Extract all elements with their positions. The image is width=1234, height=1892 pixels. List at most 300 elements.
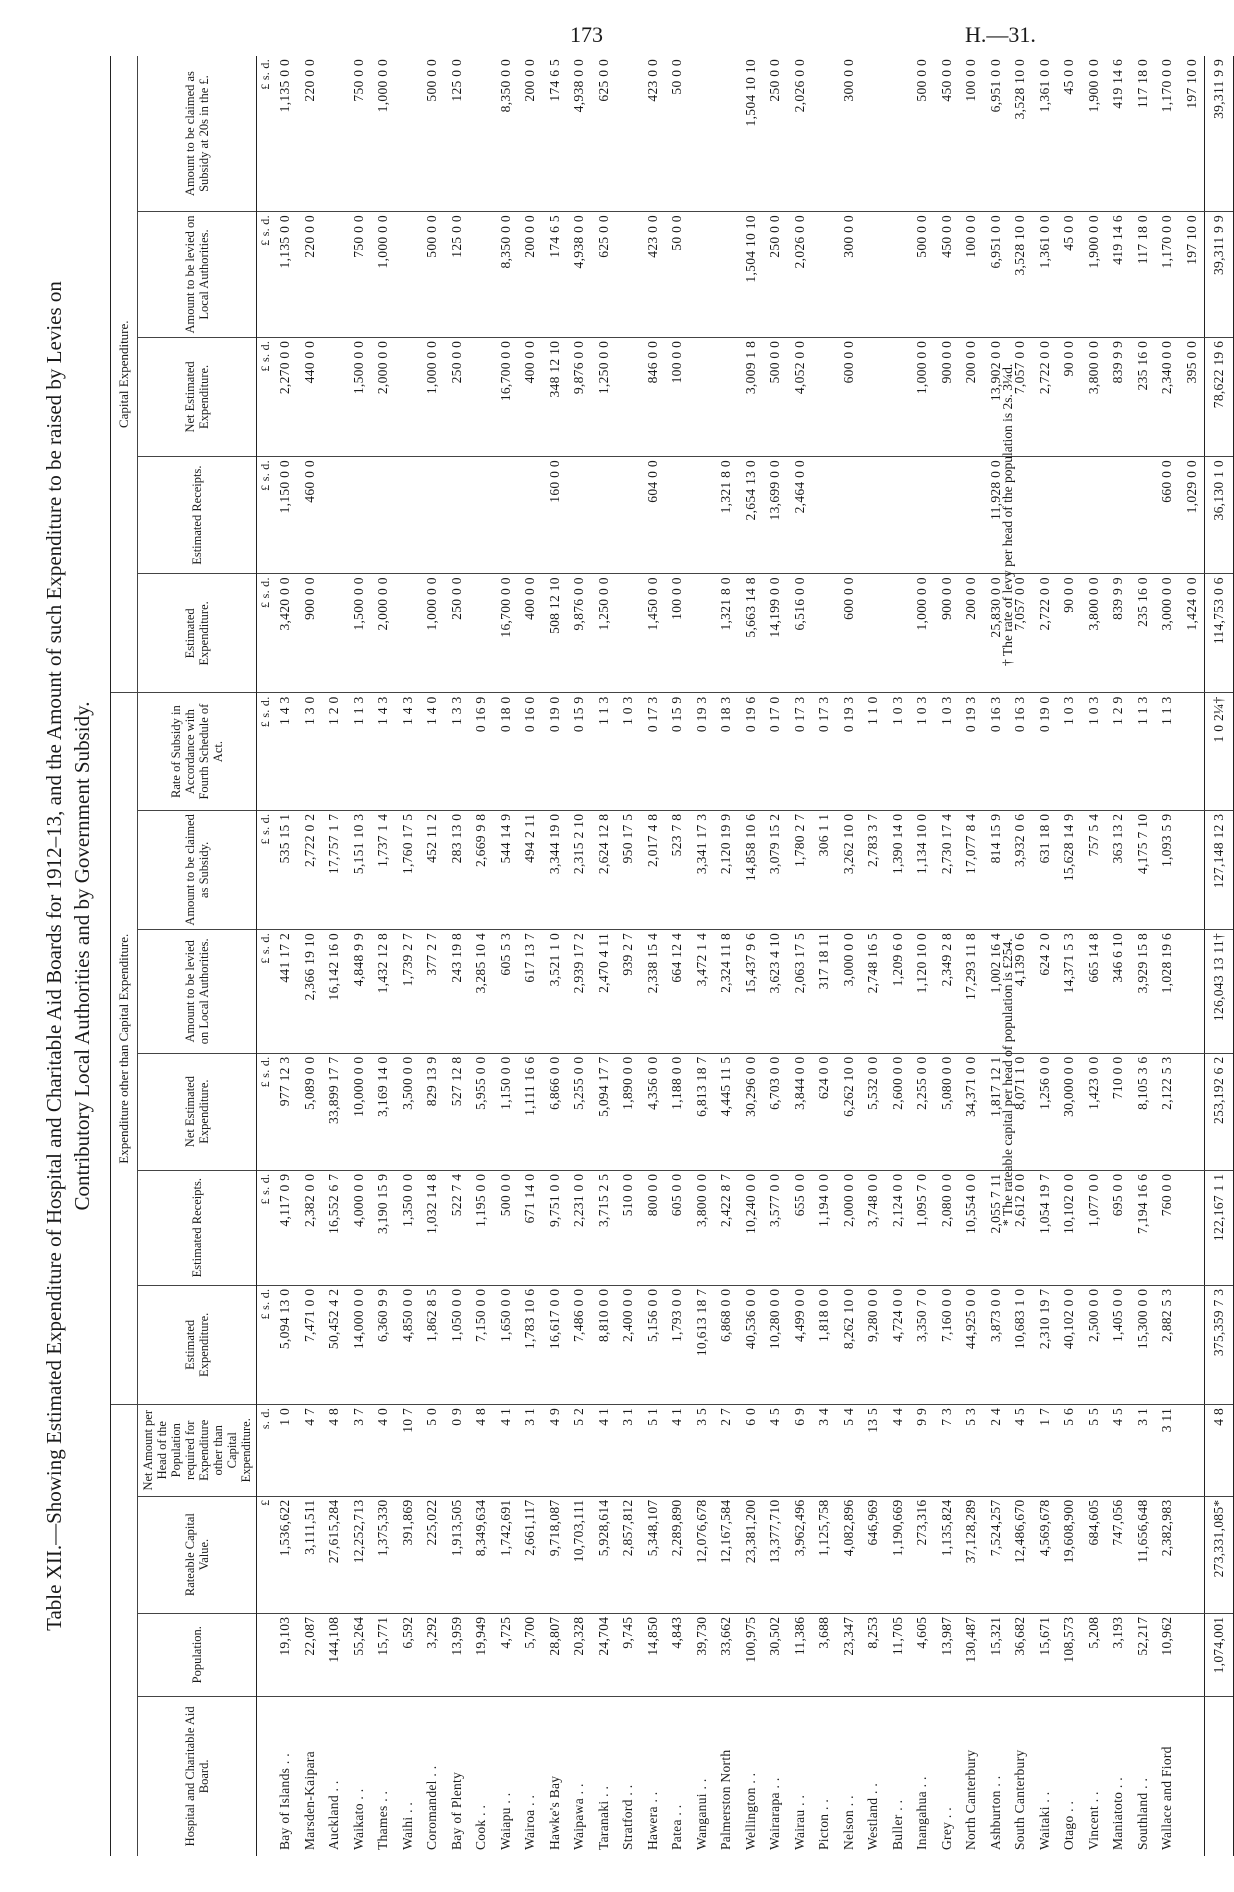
table-cell: 10,683 1 0 — [1008, 1285, 1033, 1404]
table-cell: 24,704 — [592, 1613, 617, 1696]
board-name-cell: Wairarapa . . — [767, 1777, 782, 1850]
table-cell — [886, 457, 911, 574]
table-cell — [1180, 693, 1205, 810]
table-cell: 14,371 5 3 — [1057, 930, 1082, 1054]
table-cell: 977 12 3 — [273, 1053, 298, 1170]
table-cell: 3,500 0 0 — [396, 1053, 421, 1170]
table-cell: 174 6 5 — [543, 212, 568, 338]
table-row — [690, 56, 715, 1856]
table-cell: 6,516 0 0 — [788, 574, 813, 693]
board-name-cell: Wanganui . . — [693, 1778, 709, 1850]
table-cell — [812, 457, 837, 574]
table-cell: 250 0 0 — [763, 56, 788, 212]
unit-label: £ s. d. — [257, 574, 274, 693]
table-cell: 3,577 0 0 — [763, 1170, 788, 1285]
unit-label: £ s. d. — [257, 1053, 274, 1170]
table-row — [886, 56, 911, 1856]
table-cell: 3,844 0 0 — [788, 1053, 813, 1170]
table-cell: 1,170 0 0 — [1155, 212, 1180, 338]
table-cell: 3 1 — [1131, 1404, 1156, 1496]
table-cell — [616, 574, 641, 693]
table-cell: 2,939 17 2 — [567, 930, 592, 1054]
table-cell: 2,000 0 0 — [371, 337, 396, 456]
table-cell: 10,000 0 0 — [347, 1053, 372, 1170]
table-cell: 3,929 15 8 — [1131, 930, 1156, 1054]
total-cell: 114,753 0 6 — [1205, 574, 1234, 693]
table-cell — [322, 56, 347, 212]
board-name-cell: Westland . . — [865, 1783, 880, 1850]
table-cell: 0 16 3 — [984, 693, 1009, 810]
table-cell: 7,471 0 0 — [298, 1285, 323, 1404]
table-cell: 1,818 0 0 — [812, 1285, 837, 1404]
table-cell: 10,962 — [1155, 1613, 1180, 1696]
table-cell: 117 18 0 — [1131, 56, 1156, 212]
table-cell: 1,350 0 0 — [396, 1170, 421, 1285]
table-row — [273, 56, 298, 1856]
total-cell: 39,311 9 9 — [1205, 212, 1234, 338]
table-cell: 2,382,983 — [1155, 1496, 1180, 1613]
table-cell: 500 0 0 — [420, 212, 445, 338]
table-cell: 17,077 8 4 — [959, 810, 984, 929]
table-cell: 5,255 0 0 — [567, 1053, 592, 1170]
table-body — [257, 56, 1234, 1856]
table-cell: 527 12 8 — [445, 1053, 470, 1170]
table-row — [763, 56, 788, 1856]
table-cell: 5 6 — [1057, 1404, 1082, 1496]
table-cell: 225,022 — [420, 1496, 445, 1613]
table-cell: 4,605 — [910, 1613, 935, 1696]
table-cell: 2,231 0 0 — [567, 1170, 592, 1285]
table-cell: 3,350 7 0 — [910, 1285, 935, 1404]
table-cell: 1,250 0 0 — [592, 337, 617, 456]
table-cell: 665 14 8 — [1082, 930, 1107, 1054]
table-row — [420, 56, 445, 1856]
table-cell — [616, 212, 641, 338]
table-cell — [1131, 457, 1156, 574]
table-cell: 13,377,710 — [763, 1496, 788, 1613]
table-cell — [592, 457, 617, 574]
column-header: Estimated Receipts. — [138, 457, 257, 574]
table-cell: 7,524,257 — [984, 1496, 1009, 1613]
table-cell: 13,959 — [445, 1613, 470, 1696]
table-cell: 3,873 0 0 — [984, 1285, 1009, 1404]
table-cell: 108,573 — [1057, 1613, 1082, 1696]
table-cell: 5 5 — [1082, 1404, 1107, 1496]
table-cell: 1,135,824 — [935, 1496, 960, 1613]
table-cell — [714, 212, 739, 338]
table-cell — [396, 56, 421, 212]
table-cell: 2,783 3 7 — [861, 810, 886, 929]
table-cell: 36,682 — [1008, 1613, 1033, 1696]
table-cell: 4 9 — [543, 1404, 568, 1496]
board-name-cell: Coromandel . . — [424, 1765, 439, 1850]
table-cell — [1180, 1170, 1205, 1285]
board-name-cell: Patea . . — [669, 1804, 684, 1850]
table-cell: 4,000 0 0 — [347, 1170, 372, 1285]
board-name-cell: Stratford . . — [620, 1784, 635, 1850]
table-cell: 17,293 11 8 — [959, 930, 984, 1054]
table-cell — [396, 457, 421, 574]
table-cell: 4 8 — [469, 1404, 494, 1496]
table-row — [1082, 56, 1107, 1856]
table-cell: 4,175 7 10 — [1131, 810, 1156, 929]
table-cell: 8,350 0 0 — [494, 56, 519, 212]
table-cell: 2,422 8 7 — [714, 1170, 739, 1285]
table-cell: 1,536,622 — [273, 1496, 298, 1613]
table-cell: 671 14 0 — [518, 1170, 543, 1285]
table-cell: 1,423 0 0 — [1082, 1053, 1107, 1170]
table-cell: 460 0 0 — [298, 457, 323, 574]
table-cell: 10 7 — [396, 1404, 421, 1496]
table-cell: 1,111 16 6 — [518, 1053, 543, 1170]
table-cell: 441 17 2 — [273, 930, 298, 1054]
table-cell: 1,000 0 0 — [371, 56, 396, 212]
table-cell — [690, 212, 715, 338]
table-cell: 3,800 0 0 — [1082, 574, 1107, 693]
table-cell: 829 13 9 — [420, 1053, 445, 1170]
table-cell: 800 0 0 — [641, 1170, 666, 1285]
board-name-cell: Inangahua . . — [914, 1776, 929, 1850]
column-header-row — [138, 56, 257, 1856]
table-cell: 2,315 2 10 — [567, 810, 592, 929]
total-cell: 78,622 19 6 — [1205, 337, 1234, 456]
board-name-cell: Waipawa . . — [571, 1783, 586, 1850]
table-cell: 40,102 0 0 — [1057, 1285, 1082, 1404]
table-cell: 0 19 3 — [837, 693, 862, 810]
table-cell: 2,654 13 0 — [739, 457, 764, 574]
table-cell: 4,724 0 0 — [886, 1285, 911, 1404]
table-cell: 950 17 5 — [616, 810, 641, 929]
table-cell: 1,783 10 6 — [518, 1285, 543, 1404]
table-cell: 6,951 0 0 — [984, 56, 1009, 212]
table-cell: 1,361 0 0 — [1033, 212, 1058, 338]
table-cell: 1 1 3 — [1131, 693, 1156, 810]
table-cell: 13,902 0 0 — [984, 337, 1009, 456]
total-cell: 36,130 1 0 — [1205, 457, 1234, 574]
table-cell — [861, 56, 886, 212]
table-cell: 500 0 0 — [763, 337, 788, 456]
table-cell: 33,662 — [714, 1613, 739, 1696]
table-cell: 440 0 0 — [298, 337, 323, 456]
table-cell: 33,899 17 7 — [322, 1053, 347, 1170]
board-name-cell: Marsden-Kaipara — [301, 1751, 317, 1850]
table-cell: 0 16 9 — [469, 693, 494, 810]
table-cell — [1106, 457, 1131, 574]
table-cell: 625 0 0 — [592, 212, 617, 338]
table-cell: 45 0 0 — [1057, 212, 1082, 338]
table-cell: 3,528 10 0 — [1008, 56, 1033, 212]
table-cell: 1,188 0 0 — [665, 1053, 690, 1170]
board-name-cell: Ashburton . . — [987, 1775, 1003, 1850]
table-cell: 523 7 8 — [665, 810, 690, 929]
table-cell: 20,328 — [567, 1613, 592, 1696]
table-cell: 1,361 0 0 — [1033, 56, 1058, 212]
table-cell: 10,280 0 0 — [763, 1285, 788, 1404]
table-cell: 535 15 1 — [273, 810, 298, 929]
table-cell: 1,256 0 0 — [1033, 1053, 1058, 1170]
table-cell: 1 4 0 — [420, 693, 445, 810]
table-cell: 939 2 7 — [616, 930, 641, 1054]
table-cell: 4,356 0 0 — [641, 1053, 666, 1170]
table-cell: 750 0 0 — [347, 56, 372, 212]
table-cell: 1,134 10 0 — [910, 810, 935, 929]
board-name-cell: Buller . . — [889, 1799, 905, 1850]
table-cell: 605 5 3 — [494, 930, 519, 1054]
table-row — [1180, 56, 1205, 1856]
table-cell: 1,504 10 10 — [739, 56, 764, 212]
table-cell: 1,913,505 — [445, 1496, 470, 1613]
table-cell: 1,650 0 0 — [494, 1285, 519, 1404]
table-cell: 624 0 0 — [812, 1053, 837, 1170]
part-reference: H.—31. — [965, 22, 1036, 47]
table-cell: 522 7 4 — [445, 1170, 470, 1285]
table-cell: 4,139 0 6 — [1008, 930, 1033, 1054]
table-cell: 1 0 3 — [1082, 693, 1107, 810]
table-cell: 1,028 19 6 — [1155, 930, 1180, 1054]
table-cell: 4 4 — [886, 1404, 911, 1496]
table-cell: 0 16 3 — [1008, 693, 1033, 810]
table-cell: 197 10 0 — [1180, 56, 1205, 212]
table-cell: 4,843 — [665, 1613, 690, 1696]
table-cell: 8,253 — [861, 1613, 886, 1696]
table-cell: 1,054 19 7 — [1033, 1170, 1058, 1285]
table-cell: 655 0 0 — [788, 1170, 813, 1285]
table-cell: 125 0 0 — [445, 212, 470, 338]
table-cell: 1 4 3 — [273, 693, 298, 810]
table-cell — [935, 457, 960, 574]
table-cell: 90 0 0 — [1057, 574, 1082, 693]
table-cell: 300 0 0 — [837, 56, 862, 212]
table-cell: 1,095 7 0 — [910, 1170, 935, 1285]
table-cell: 846 0 0 — [641, 337, 666, 456]
unit-label — [257, 1613, 274, 1696]
table-cell — [714, 56, 739, 212]
board-name-cell: Wallace and Fiord — [1159, 1746, 1174, 1850]
table-cell: 1,742,691 — [494, 1496, 519, 1613]
table-cell: 50 0 0 — [665, 212, 690, 338]
table-cell: 4,117 0 9 — [273, 1170, 298, 1285]
table-cell: 1,390 14 0 — [886, 810, 911, 929]
table-cell: 9 9 — [910, 1404, 935, 1496]
column-header: Estimated Receipts. — [138, 1170, 257, 1285]
table-cell: 6,703 0 0 — [763, 1053, 788, 1170]
table-cell: 1 4 3 — [396, 693, 421, 810]
table-cell: 900 0 0 — [298, 574, 323, 693]
table-cell: 2,661,117 — [518, 1496, 543, 1613]
table-cell: 3,169 14 0 — [371, 1053, 396, 1170]
table-cell: 3,800 0 0 — [1082, 337, 1107, 456]
table-cell: 3 11 — [1155, 1404, 1180, 1496]
board-name-cell: Bay of Plenty — [448, 1771, 464, 1850]
table-cell: 1,250 0 0 — [592, 574, 617, 693]
table-cell — [959, 457, 984, 574]
table-cell: 283 13 0 — [445, 810, 470, 929]
table-cell: 0 17 3 — [788, 693, 813, 810]
table-cell: 317 18 11 — [812, 930, 837, 1054]
table-cell: 4 5 — [1008, 1404, 1033, 1496]
column-header: Estimated Expenditure. — [138, 1285, 257, 1404]
table-cell: 2,730 17 4 — [935, 810, 960, 929]
table-cell: 1,375,330 — [371, 1496, 396, 1613]
totals-row — [1205, 56, 1234, 1856]
table-cell: 2,000 0 0 — [371, 574, 396, 693]
table-cell — [1033, 457, 1058, 574]
table-cell: 2,612 0 0 — [1008, 1170, 1033, 1285]
table-cell: 1,321 8 0 — [714, 457, 739, 574]
table-cell: 3,341 17 3 — [690, 810, 715, 929]
table-cell: 2,882 5 3 — [1155, 1285, 1180, 1404]
table-cell: 12,486,670 — [1008, 1496, 1033, 1613]
table-cell: 3,344 19 0 — [543, 810, 568, 929]
table-cell — [1180, 810, 1205, 929]
table-cell: 1,029 0 0 — [1180, 457, 1205, 574]
table-cell: 3,190 15 9 — [371, 1170, 396, 1285]
board-name-cell — [1180, 1696, 1205, 1856]
table-cell: 4,725 — [494, 1613, 519, 1696]
table-cell: 45 0 0 — [1057, 56, 1082, 212]
table-cell: 5,089 0 0 — [298, 1053, 323, 1170]
table-cell: 1,000 0 0 — [910, 574, 935, 693]
table-cell: 1,000 0 0 — [910, 337, 935, 456]
table-cell: 1,077 0 0 — [1082, 1170, 1107, 1285]
table-cell: 1,793 0 0 — [665, 1285, 690, 1404]
table-cell: 4 1 — [665, 1404, 690, 1496]
table-cell: 4,082,896 — [837, 1496, 862, 1613]
table-cell: 0 19 0 — [1033, 693, 1058, 810]
table-cell: 19,103 — [273, 1613, 298, 1696]
column-header: Net Estimated Expenditure. — [138, 337, 257, 456]
table-cell: 3,009 1 8 — [739, 337, 764, 456]
table-cell: 3,528 10 0 — [1008, 212, 1033, 338]
table-cell: 2,400 0 0 — [616, 1285, 641, 1404]
table-cell: 14,199 0 0 — [763, 574, 788, 693]
table-cell: 27,615,284 — [322, 1496, 347, 1613]
board-name-cell: Auckland . . — [326, 1780, 341, 1850]
table-cell: 363 13 2 — [1106, 810, 1131, 929]
table-cell: 2,600 0 0 — [886, 1053, 911, 1170]
table-cell: 2,000 0 0 — [837, 1170, 862, 1285]
table-cell: 500 0 0 — [910, 212, 935, 338]
table-row — [714, 56, 739, 1856]
table-cell: 2,026 0 0 — [788, 56, 813, 212]
table-cell: 28,807 — [543, 1613, 568, 1696]
table-cell — [1180, 1404, 1205, 1496]
table-cell: 2,026 0 0 — [788, 212, 813, 338]
footnote-dagger: † The rate of levy per head of the population is 2s. 3¼d. — [1000, 363, 1015, 666]
board-name-cell: Thames . . — [375, 1790, 390, 1850]
table-cell: 5 3 — [959, 1404, 984, 1496]
table-cell: 3,420 0 0 — [273, 574, 298, 693]
table-cell: 500 0 0 — [420, 56, 445, 212]
table-cell: 10,613 18 7 — [690, 1285, 715, 1404]
table-cell: 1 1 3 — [347, 693, 372, 810]
board-name-cell: Picton . . — [816, 1798, 831, 1850]
table-cell — [616, 56, 641, 212]
table-cell: 1 1 0 — [861, 693, 886, 810]
table-cell: 12,076,678 — [690, 1496, 715, 1613]
table-cell: 5,348,107 — [641, 1496, 666, 1613]
table-cell: 3,111,511 — [298, 1496, 323, 1613]
table-cell: 37,128,289 — [959, 1496, 984, 1613]
board-name-cell: Maniatoto . . — [1110, 1777, 1125, 1850]
table-cell: 377 2 7 — [420, 930, 445, 1054]
table-cell: 3 4 — [812, 1404, 837, 1496]
table-cell — [861, 212, 886, 338]
table-cell: 1,000 0 0 — [420, 337, 445, 456]
table-cell: 1 0 3 — [935, 693, 960, 810]
board-name-cell: Wellington . . — [742, 1772, 758, 1850]
table-cell: 1 0 3 — [616, 693, 641, 810]
table-cell: 2,124 0 0 — [886, 1170, 911, 1285]
column-header: Amount to be levied on Local Authorities. — [138, 212, 257, 338]
table-cell: 2,500 0 0 — [1082, 1285, 1107, 1404]
board-name-cell: Grey . . — [938, 1807, 954, 1850]
table-cell: 1,170 0 0 — [1155, 56, 1180, 212]
table-row — [469, 56, 494, 1856]
board-name-cell: Bay of Islands . . — [277, 1753, 292, 1850]
table-cell: 1,737 1 4 — [371, 810, 396, 929]
total-cell: 126,043 13 11† — [1205, 930, 1234, 1054]
table-cell: 4,445 11 5 — [714, 1053, 739, 1170]
table-cell: 3,000 0 0 — [837, 930, 862, 1054]
table-cell: 2,748 16 5 — [861, 930, 886, 1054]
table-cell: 6,262 10 0 — [837, 1053, 862, 1170]
column-header: Hospital and Charitable Aid Board. — [138, 1696, 257, 1856]
table-cell: 100 0 0 — [665, 337, 690, 456]
table-cell — [469, 212, 494, 338]
table-cell: 1,002 16 4 — [984, 930, 1009, 1054]
table-cell: 5 1 — [641, 1404, 666, 1496]
unit-label: £ s. d. — [257, 1285, 274, 1404]
table-row — [788, 56, 813, 1856]
table-cell: 44,925 0 0 — [959, 1285, 984, 1404]
table-cell: 750 0 0 — [347, 212, 372, 338]
table-cell — [494, 457, 519, 574]
table-row — [1155, 56, 1180, 1856]
table-cell: 5 0 — [420, 1404, 445, 1496]
table-cell: 1 3 0 — [298, 693, 323, 810]
table-cell — [420, 457, 445, 574]
table-cell: 2,349 2 8 — [935, 930, 960, 1054]
table-cell: 3,715 2 5 — [592, 1170, 617, 1285]
table-title-line-1: Table XII.—Showing Estimated Expenditure of Hospital and Charitable Aid Boards for 1912–13, and the Amount of such Expenditure to be raised by Levies on — [42, 281, 66, 1631]
table-cell: 15,321 — [984, 1613, 1009, 1696]
table-cell: 2,120 19 9 — [714, 810, 739, 929]
board-name-cell: Otago . . — [1061, 1800, 1076, 1850]
column-header: Amount to be claimed as Subsidy. — [138, 810, 257, 929]
table-cell: 100 0 0 — [665, 574, 690, 693]
table-cell — [910, 457, 935, 574]
table-cell: 16,617 0 0 — [543, 1285, 568, 1404]
table-cell: 160 0 0 — [543, 457, 568, 574]
table-cell: 3 5 — [690, 1404, 715, 1496]
table-cell: 15,628 14 9 — [1057, 810, 1082, 929]
table-cell: 1 1 3 — [592, 693, 617, 810]
table-cell: 3,521 1 0 — [543, 930, 568, 1054]
table-cell: 8,262 10 0 — [837, 1285, 862, 1404]
table-cell: 5,928,614 — [592, 1496, 617, 1613]
table-cell: 22,087 — [298, 1613, 323, 1696]
page-number: 173 — [570, 22, 603, 47]
table-cell — [322, 574, 347, 693]
table-cell — [665, 457, 690, 574]
table-cell: 250 0 0 — [763, 212, 788, 338]
table-cell: 1,862 8 5 — [420, 1285, 445, 1404]
unit-label: £ s. d. — [257, 693, 274, 810]
table-cell: 16,142 16 0 — [322, 930, 347, 1054]
table-cell: 5,080 0 0 — [935, 1053, 960, 1170]
board-name-cell: Palmerston North — [718, 1749, 733, 1850]
